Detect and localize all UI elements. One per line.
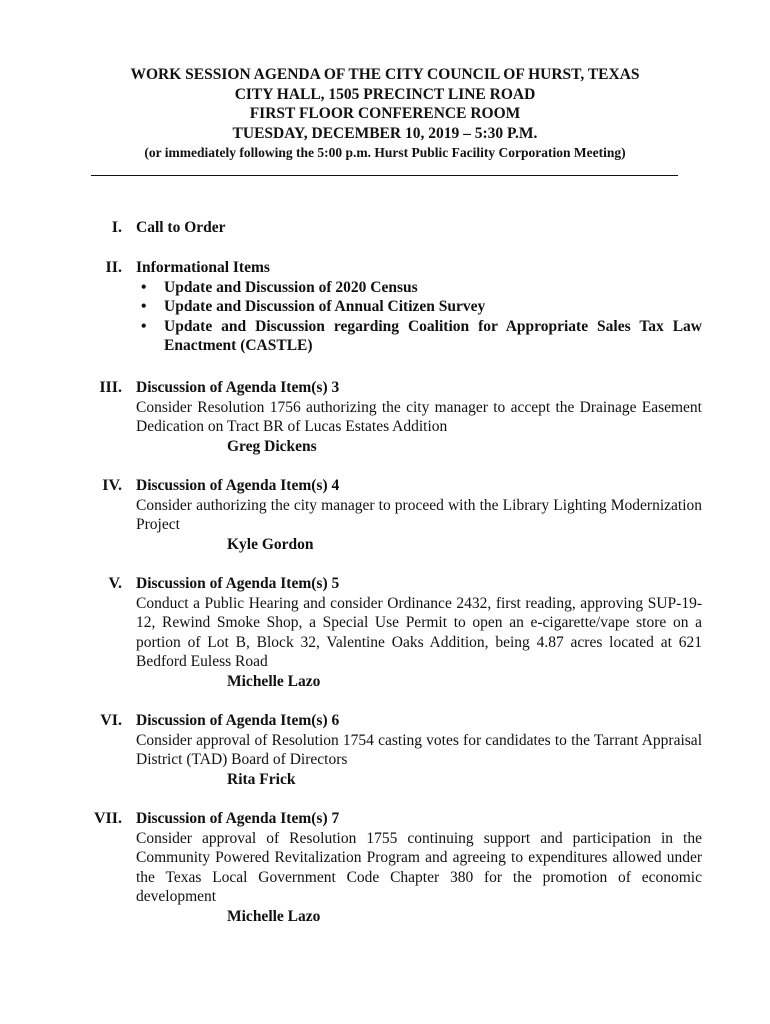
agenda-item-numeral: IV.: [102, 477, 122, 494]
agenda-item-title: Discussion of Agenda Item(s) 3: [136, 379, 340, 396]
agenda-item-presenter: Rita Frick: [227, 770, 296, 788]
bullet-icon: •: [141, 278, 147, 296]
agenda-item-numeral: VI.: [100, 712, 122, 729]
agenda-title: WORK SESSION AGENDA OF THE CITY COUNCIL OF HURST, TEXAS: [130, 66, 640, 83]
informational-items-list: [136, 278, 702, 356]
agenda-item-title: Discussion of Agenda Item(s) 7: [136, 810, 340, 827]
agenda-item-title: Discussion of Agenda Item(s) 6: [136, 712, 340, 729]
agenda-item-description: Consider authorizing the city manager to proceed with the Library Lighting Modernization Project: [136, 496, 702, 533]
list-item: • Update and Discussion regarding Coalition for Appropriate Sales Tax Law Enactment (CASTLE): [141, 317, 702, 354]
agenda-item-description: Consider Resolution 1756 authorizing the city manager to accept the Drainage Easement Dedication on Tract BR of Lucas Estates Addition: [136, 398, 702, 435]
agenda-item-presenter: Kyle Gordon: [227, 535, 314, 553]
agenda-item-numeral: VII.: [93, 810, 122, 827]
agenda-item-numeral: II.: [105, 259, 122, 276]
agenda-item-numeral: I.: [111, 219, 122, 236]
agenda-item-numeral: III.: [99, 379, 122, 396]
agenda-room: FIRST FLOOR CONFERENCE ROOM: [249, 105, 521, 122]
agenda-item-title: Informational Items: [136, 259, 270, 276]
header-divider: [91, 175, 678, 176]
bullet-icon: •: [141, 298, 147, 315]
agenda-item-title: Discussion of Agenda Item(s) 5: [136, 575, 340, 592]
agenda-location: CITY HALL, 1505 PRECINCT LINE ROAD: [234, 85, 536, 103]
agenda-item-presenter: Greg Dickens: [227, 437, 317, 455]
agenda-date-time: TUESDAY, DECEMBER 10, 2019 – 5:30 P.M.: [232, 124, 538, 142]
list-item: • Update and Discussion of Annual Citizen Survey: [141, 298, 486, 315]
agenda-item-title: Discussion of Agenda Item(s) 4: [136, 477, 340, 494]
agenda-item-presenter: Michelle Lazo: [227, 907, 321, 925]
agenda-item-description: Consider approval of Resolution 1755 continuing support and participation in the Community Powered Revitalization Program and agreeing to expenditures allowed under the Texas Local Government Code Chapter 380 for the promotion of economic development: [136, 829, 702, 905]
bullet-icon: •: [141, 317, 147, 335]
agenda-item-description: Consider approval of Resolution 1754 casting votes for candidates to the Tarrant Appraisal District (TAD) Board of Directors: [136, 731, 702, 768]
agenda-item-presenter: Michelle Lazo: [227, 672, 321, 690]
agenda-item-description: Conduct a Public Hearing and consider Ordinance 2432, first reading, approving SUP-19-12, Rewind Smoke Shop, a Special Use Permit to open an e-cigarette/vape store on a portion of Lot B, Block 32, Valentine Oaks Addition, being 4.87 acres located at 621 Bedford Euless Road: [136, 594, 702, 670]
agenda-timing-note: (or immediately following the 5:00 p.m. Hurst Public Facility Corporation Meeting): [144, 145, 626, 160]
agenda-item-numeral: V.: [108, 575, 122, 592]
list-item: • Update and Discussion of 2020 Census: [141, 278, 418, 296]
agenda-header: [0, 65, 770, 163]
agenda-item-title: Call to Order: [136, 219, 226, 236]
